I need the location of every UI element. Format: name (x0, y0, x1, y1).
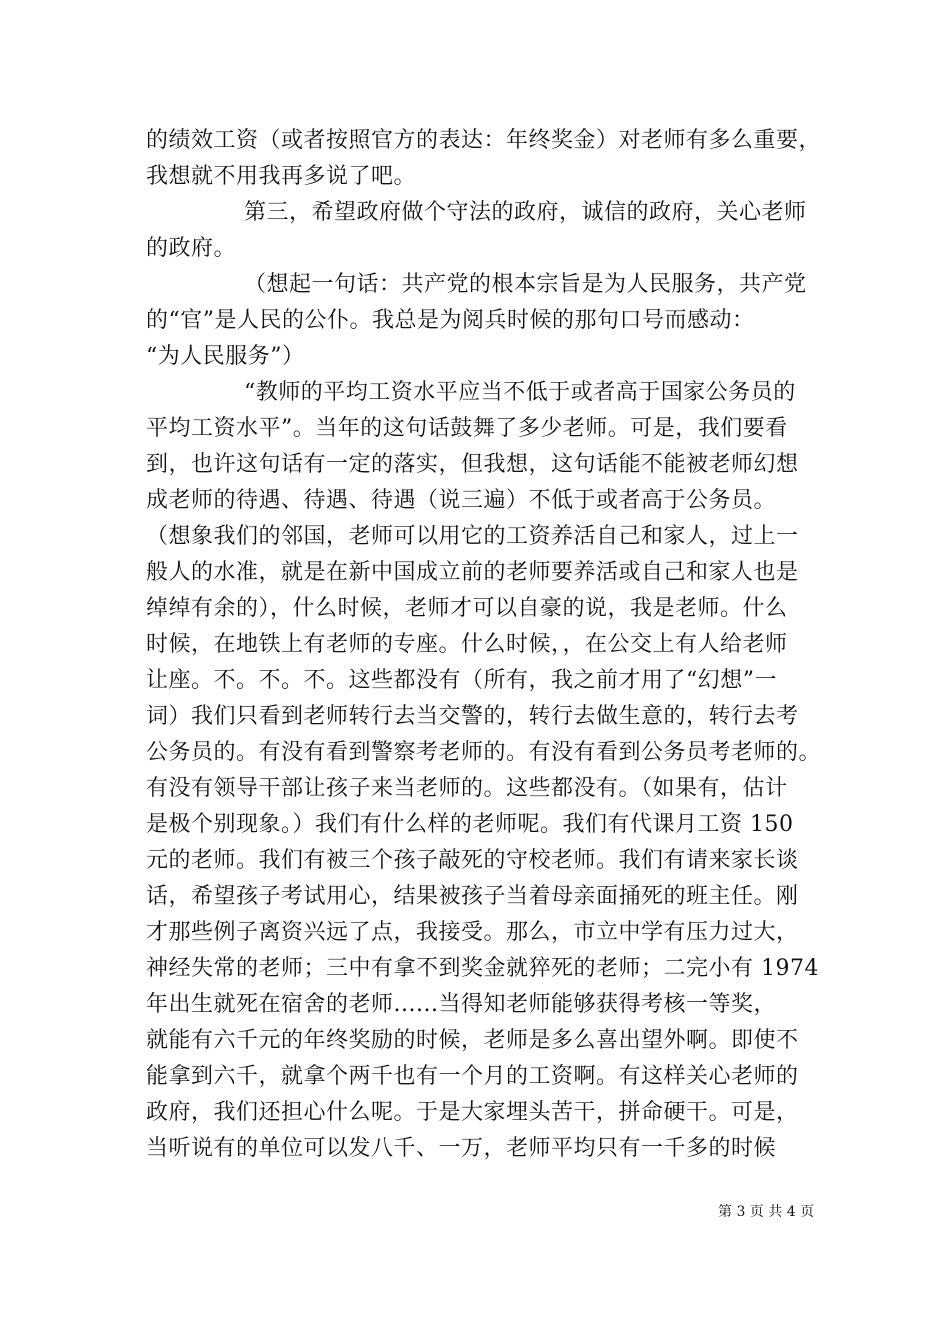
text-line: 话，希望孩子考试用心，结果被孩子当着母亲面捅死的班主任。刚 (146, 884, 799, 909)
text-line: 政府，我们还担心什么呢。于是大家埋头苦干，拼命硬干。可是， (146, 1100, 799, 1125)
text-line: 时候，在地铁上有老师的专座。什么时候，，在公交上有人给老师 (146, 632, 788, 657)
text-line: 到，也许这句话有一定的落实，但我想，这句话能不能被老师幻想 (146, 452, 799, 477)
text-line: 绰绰有余的），什么时候，老师才可以自豪的说，我是老师。什么 (146, 596, 788, 621)
text-line: 当听说有的单位可以发八千、一万，老师平均只有一千多的时候 (146, 1136, 777, 1161)
text-line: 元的老师。我们有被三个孩子敲死的守校老师。我们有请来家长谈 (146, 848, 799, 873)
text-line: 是极个别现象。）我们有什么样的老师呢。我们有代课月工资 150 (146, 812, 794, 837)
text-line: 公务员的。有没有看到警察考老师的。有没有看到公务员考老师的。 (146, 740, 822, 765)
text-line: 有没有领导干部让孩子来当老师的。这些都没有。（如果有，估计 (146, 776, 788, 801)
text-line: 成老师的待遇、待遇、待遇（说三遍）不低于或者高于公务员。 (146, 488, 777, 513)
text-line: 第三，希望政府做个守法的政府，诚信的政府，关心老师 (244, 200, 807, 225)
text-line: （想象我们的邻国，老师可以用它的工资养活自己和家人，过上一 (146, 524, 799, 549)
text-line: “教师的平均工资水平应当不低于或者高于国家公务员的 (244, 380, 796, 405)
text-line: 就能有六千元的年终奖励的时候，老师是多么喜出望外啊。即使不 (146, 1028, 799, 1053)
text-line: （想起一句话：共产党的根本宗旨是为人民服务，共产党 (244, 272, 807, 297)
text-line: 年出生就死在宿舍的老师......当得知老师能够获得考核一等奖， (146, 992, 776, 1017)
text-line: 能拿到六千，就拿个两千也有一个月的工资啊。有这样关心老师的 (146, 1064, 799, 1089)
text-line: 才那些例子离资兴远了点，我接受。那么，市立中学有压力过大， (146, 920, 799, 945)
text-line: 词）我们只看到老师转行去当交警的，转行去做生意的，转行去考 (146, 704, 799, 729)
text-line: 的绩效工资（或者按照官方的表达：年终奖金）对老师有多么重要， (146, 128, 822, 153)
text-line: 我想就不用我再多说了吧。 (146, 164, 417, 189)
text-line: “为人民服务”） (146, 344, 305, 369)
text-line: 平均工资水平”。当年的这句话鼓舞了多少老师。可是，我们要看 (146, 416, 788, 441)
text-line: 般人的水准，就是在新中国成立前的老师要养活或自己和家人也是 (146, 560, 799, 585)
text-line: 的“官”是人民的公仆。我总是为阅兵时候的那句口号而感动： (146, 308, 755, 333)
page-number: 第 3 页 共 4 页 (718, 1204, 815, 1220)
text-line: 的政府。 (146, 236, 237, 261)
text-line: 神经失常的老师；三中有拿不到奖金就猝死的老师；二完小有 1974 (146, 956, 819, 981)
text-line: 让座。不。不。不。这些都没有（所有，我之前才用了“幻想”一 (146, 668, 777, 693)
